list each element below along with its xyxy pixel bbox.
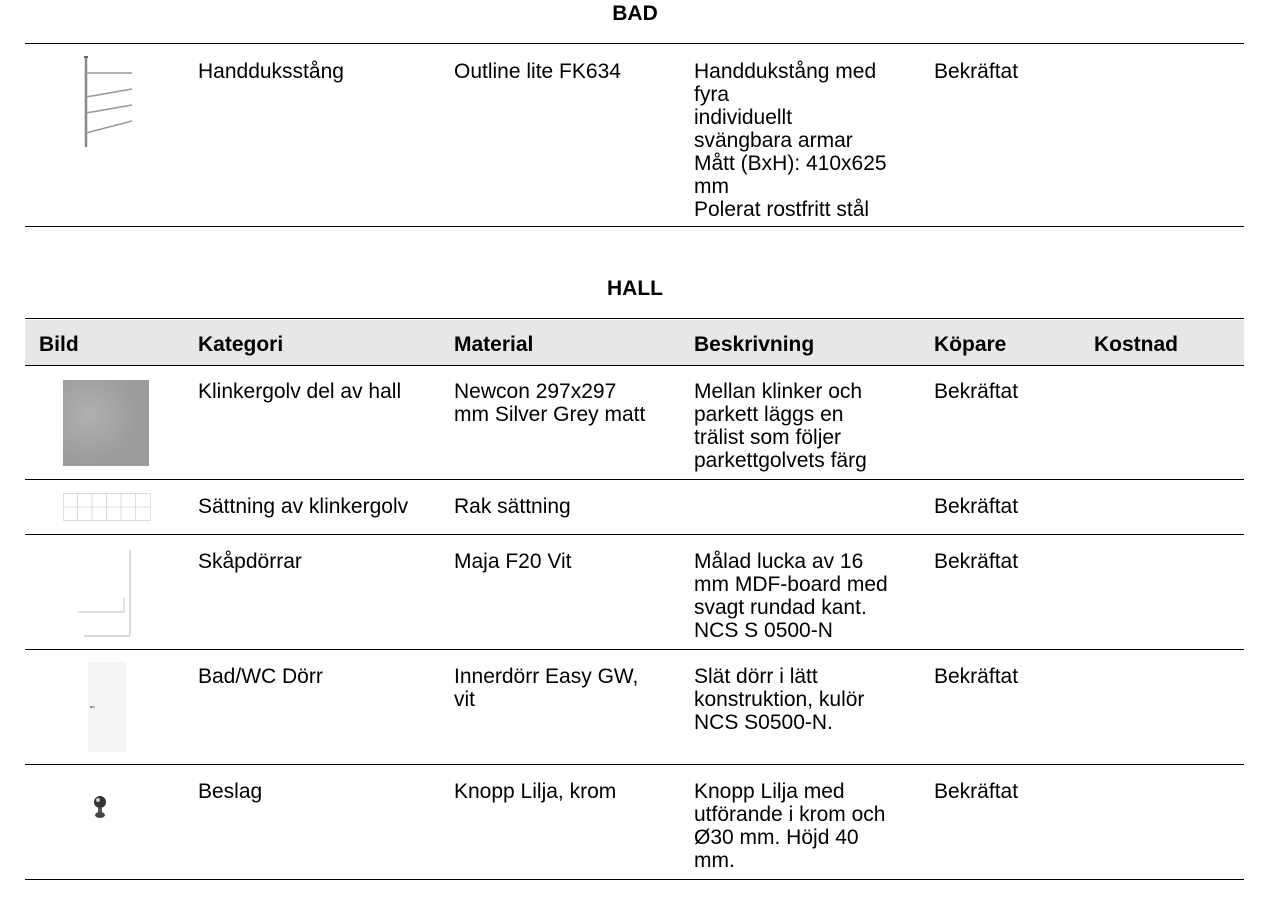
row-beskrivning: Knopp Lilja med utförande i krom och Ø30 mm. Höjd 40 mm. xyxy=(694,780,886,872)
row-divider xyxy=(25,534,1244,535)
row-kategori: Bad/WC Dörr xyxy=(198,665,323,688)
header-kostnad: Kostnad xyxy=(1094,333,1178,356)
row-kopare: Bekräftat xyxy=(934,550,1019,573)
row-material: Rak sättning xyxy=(454,495,571,518)
header-kopare: Köpare xyxy=(934,333,1007,356)
row-beskrivning: Mellan klinker och parkett läggs en trälist som följer parkettgolvets färg xyxy=(694,380,867,472)
knob-image xyxy=(92,794,108,822)
header-bild: Bild xyxy=(39,333,79,356)
header-rule xyxy=(25,365,1244,366)
header-beskrivning: Beskrivning xyxy=(694,333,815,356)
row-material: Innerdörr Easy GW, vit xyxy=(454,665,639,711)
tile-swatch-image xyxy=(63,380,149,466)
tile-grid-image xyxy=(63,493,151,521)
row-divider xyxy=(25,649,1244,650)
row-divider xyxy=(25,764,1244,765)
table-bottom-rule xyxy=(25,879,1244,880)
row-divider xyxy=(25,479,1244,480)
row-kategori: Sättning av klinkergolv xyxy=(198,495,409,518)
section-title-hall: HALL xyxy=(607,277,663,300)
row-kopare: Bekräftat xyxy=(934,495,1019,518)
row-kategori: Beslag xyxy=(198,780,263,803)
row-material: Knopp Lilja, krom xyxy=(454,780,617,803)
row-kategori: Skåpdörrar xyxy=(198,550,302,573)
table-top-rule xyxy=(25,318,1244,319)
row-kopare: Bekräftat xyxy=(934,60,1019,83)
towel-rail-image xyxy=(80,55,136,151)
row-beskrivning: Slät dörr i lätt konstruktion, kulör NCS S0500-N. xyxy=(694,665,865,734)
header-material: Material xyxy=(454,333,534,356)
row-kategori: Klinkergolv del av hall xyxy=(198,380,402,403)
row-material: Maja F20 Vit xyxy=(454,550,572,573)
row-material: Newcon 297x297 mm Silver Grey matt xyxy=(454,380,646,426)
table-top-rule xyxy=(25,43,1244,44)
row-beskrivning: Målad lucka av 16 mm MDF-board med svagt rundad kant. NCS S 0500-N xyxy=(694,550,888,642)
header-kategori: Kategori xyxy=(198,333,284,356)
row-kopare: Bekräftat xyxy=(934,665,1019,688)
section-title-bad: BAD xyxy=(612,2,658,25)
row-kategori: Handduksstång xyxy=(198,60,344,83)
row-beskrivning: Handdukstång med fyra individuellt svängbara armar Mått (BxH): 410x625 mm Polerat rostfritt stål xyxy=(694,60,887,221)
row-kopare: Bekräftat xyxy=(934,780,1019,803)
interior-door-image xyxy=(87,661,127,753)
row-kopare: Bekräftat xyxy=(934,380,1019,403)
table-bottom-rule xyxy=(25,226,1244,227)
row-material: Outline lite FK634 xyxy=(454,60,621,83)
cabinet-door-image xyxy=(76,548,134,638)
